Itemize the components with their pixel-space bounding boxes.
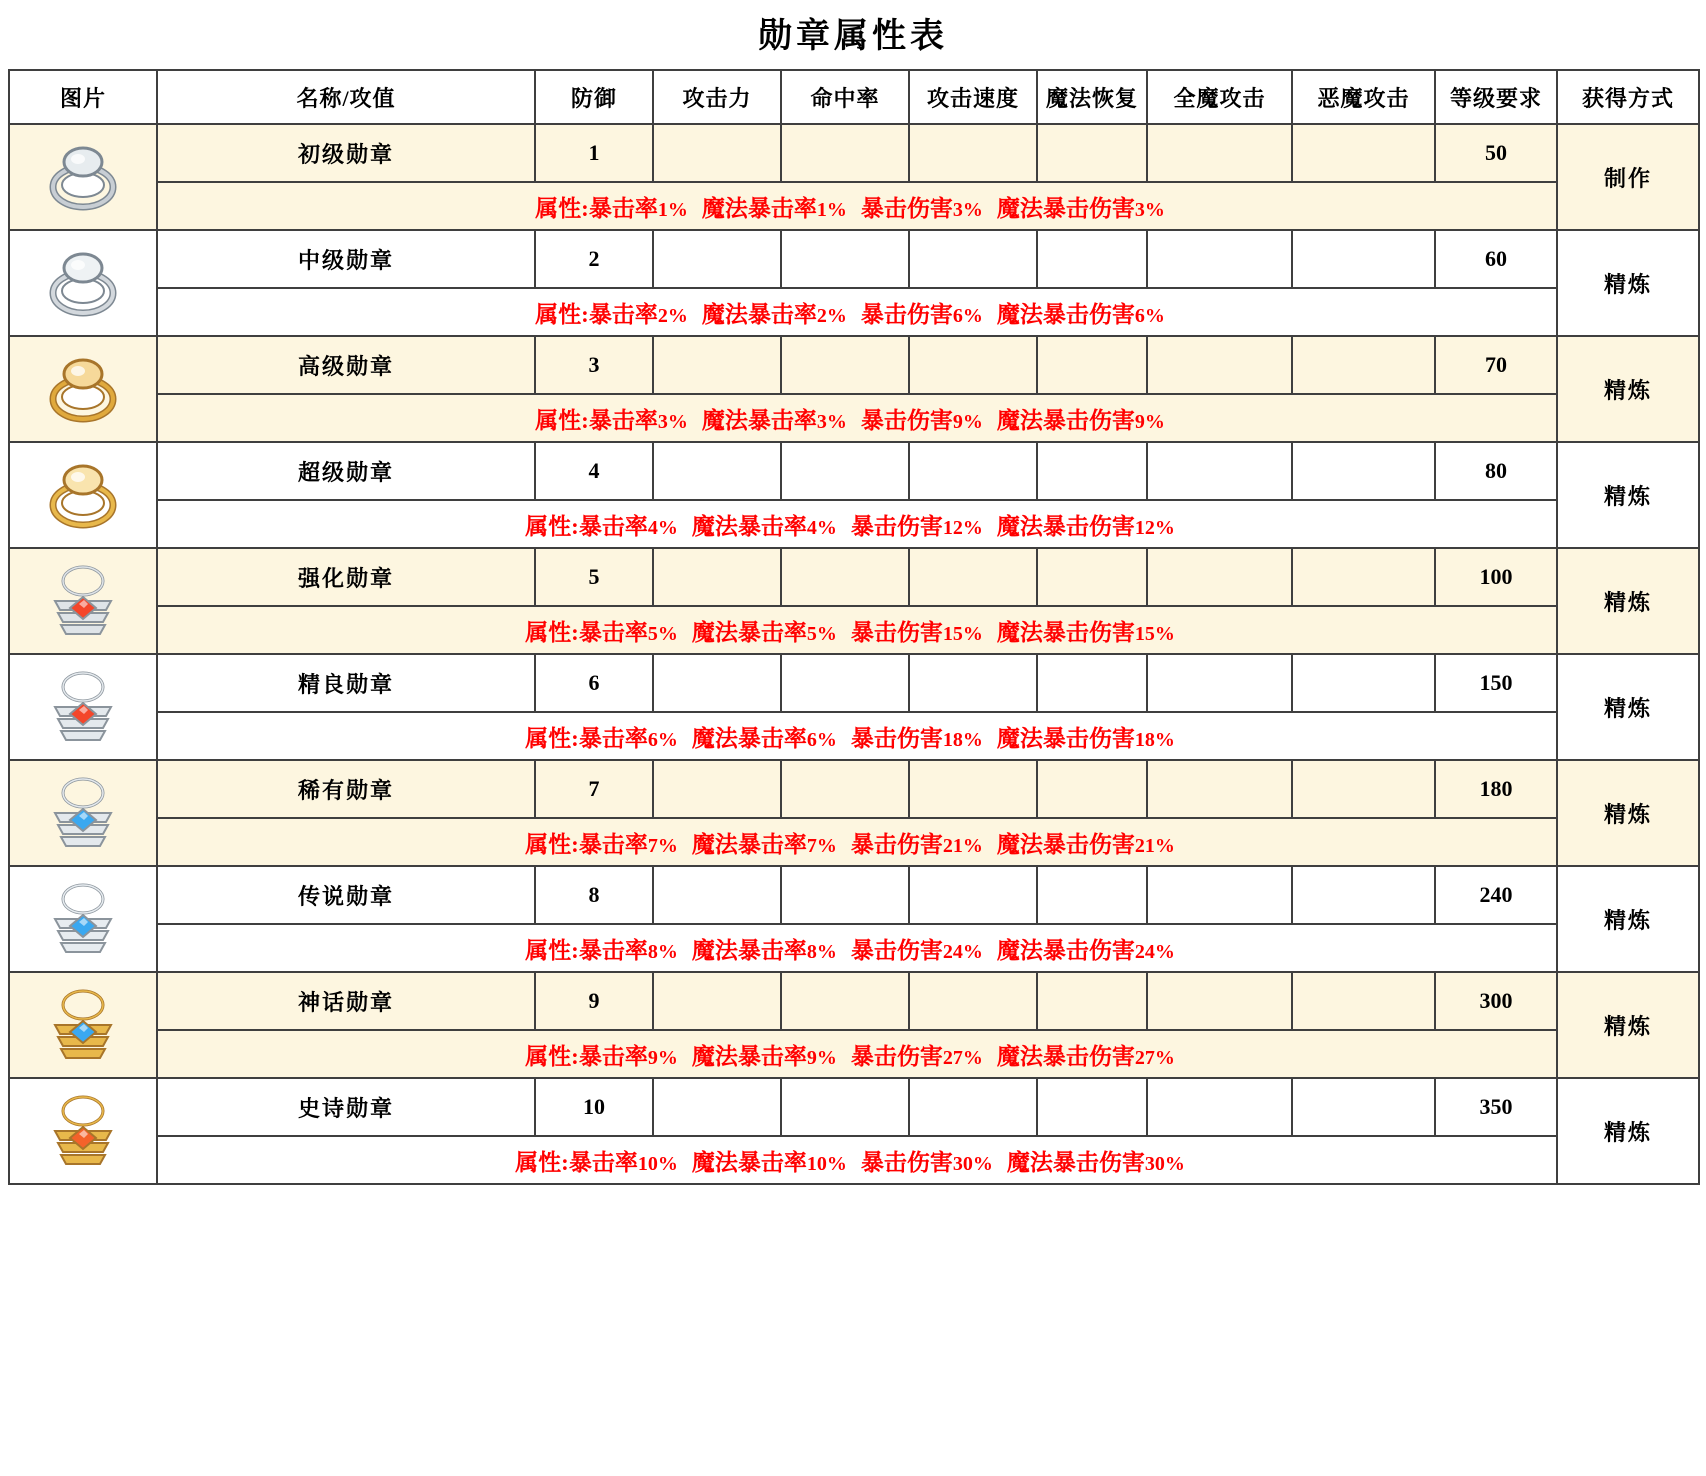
medal-name: 中级勋章 [157, 230, 535, 288]
table-row-attributes [9, 712, 1699, 760]
medal-all-magic-attack [1147, 442, 1292, 500]
medal-attack [653, 654, 781, 712]
table-row [9, 230, 1699, 288]
medal-hit-rate [781, 124, 909, 182]
column-header-image: 图片 [9, 70, 157, 124]
medal-demon-attack [1292, 124, 1435, 182]
medal-name: 超级勋章 [157, 442, 535, 500]
column-header-name: 名称/攻值 [157, 70, 535, 124]
medal-attribute-text: 属性:暴击率1% 魔法暴击率1% 暴击伤害3% 魔法暴击伤害3% [157, 182, 1557, 230]
medal-badge-gold-blue-icon [10, 973, 156, 1077]
medal-level-required: 70 [1435, 336, 1557, 394]
medal-badge-red2-icon [10, 655, 156, 759]
medal-defense: 5 [535, 548, 653, 606]
medal-attack-speed [909, 654, 1037, 712]
medal-defense: 1 [535, 124, 653, 182]
medal-attack [653, 760, 781, 818]
page-title: 勋章属性表 [758, 18, 948, 55]
medal-badge-blue2-icon [10, 867, 156, 971]
table-row-attributes [9, 818, 1699, 866]
medal-attack-speed [909, 124, 1037, 182]
table-row [9, 548, 1699, 606]
table-row [9, 336, 1699, 394]
medal-hit-rate [781, 1078, 909, 1136]
medal-name: 初级勋章 [157, 124, 535, 182]
medal-all-magic-attack [1147, 1078, 1292, 1136]
medal-hit-rate [781, 548, 909, 606]
medal-all-magic-attack [1147, 760, 1292, 818]
medal-image-cell [9, 124, 157, 230]
medal-obtain: 精炼 [1557, 442, 1699, 548]
medal-hit-rate [781, 336, 909, 394]
medal-name: 史诗勋章 [157, 1078, 535, 1136]
column-header-obtain: 获得方式 [1557, 70, 1699, 124]
medal-attribute-text: 属性:暴击率10% 魔法暴击率10% 暴击伤害30% 魔法暴击伤害30% [157, 1136, 1557, 1184]
medal-obtain: 精炼 [1557, 548, 1699, 654]
medal-ring-gold-bright-icon [10, 443, 156, 547]
medal-demon-attack [1292, 866, 1435, 924]
medal-magic-recovery [1037, 866, 1147, 924]
medal-attack-speed [909, 1078, 1037, 1136]
medal-all-magic-attack [1147, 548, 1292, 606]
medal-attribute-text: 属性:暴击率2% 魔法暴击率2% 暴击伤害6% 魔法暴击伤害6% [157, 288, 1557, 336]
medal-level-required: 80 [1435, 442, 1557, 500]
medal-magic-recovery [1037, 972, 1147, 1030]
medal-attack [653, 230, 781, 288]
medal-demon-attack [1292, 548, 1435, 606]
medal-level-required: 100 [1435, 548, 1557, 606]
medal-name: 神话勋章 [157, 972, 535, 1030]
medal-badge-blue-icon [10, 761, 156, 865]
medal-attack-speed [909, 442, 1037, 500]
medal-all-magic-attack [1147, 230, 1292, 288]
table-header-row [9, 70, 1699, 124]
medal-magic-recovery [1037, 1078, 1147, 1136]
medal-attack-speed [909, 548, 1037, 606]
medal-image-cell [9, 972, 157, 1078]
medal-defense: 2 [535, 230, 653, 288]
medal-attribute-text: 属性:暴击率7% 魔法暴击率7% 暴击伤害21% 魔法暴击伤害21% [157, 818, 1557, 866]
table-header [9, 70, 1699, 124]
table-row [9, 654, 1699, 712]
medal-level-required: 50 [1435, 124, 1557, 182]
medal-defense: 7 [535, 760, 653, 818]
medal-attribute-text: 属性:暴击率9% 魔法暴击率9% 暴击伤害27% 魔法暴击伤害27% [157, 1030, 1557, 1078]
medal-attack [653, 866, 781, 924]
column-header-defense: 防御 [535, 70, 653, 124]
medal-image-cell [9, 760, 157, 866]
medal-demon-attack [1292, 654, 1435, 712]
medal-magic-recovery [1037, 760, 1147, 818]
medal-attack [653, 336, 781, 394]
medal-name: 强化勋章 [157, 548, 535, 606]
medal-name: 传说勋章 [157, 866, 535, 924]
table-row [9, 442, 1699, 500]
table-row-attributes [9, 1030, 1699, 1078]
medal-hit-rate [781, 230, 909, 288]
medal-level-required: 240 [1435, 866, 1557, 924]
medal-badge-red-icon [10, 549, 156, 653]
medal-attack-speed [909, 972, 1037, 1030]
medal-obtain: 精炼 [1557, 866, 1699, 972]
medal-attribute-text: 属性:暴击率3% 魔法暴击率3% 暴击伤害9% 魔法暴击伤害9% [157, 394, 1557, 442]
medal-hit-rate [781, 442, 909, 500]
table-body [9, 124, 1699, 1184]
medal-defense: 3 [535, 336, 653, 394]
table-row-attributes [9, 182, 1699, 230]
table-row [9, 760, 1699, 818]
column-header-all-magic-attack: 全魔攻击 [1147, 70, 1292, 124]
medal-image-cell [9, 230, 157, 336]
medal-attribute-text: 属性:暴击率5% 魔法暴击率5% 暴击伤害15% 魔法暴击伤害15% [157, 606, 1557, 654]
medal-obtain: 制作 [1557, 124, 1699, 230]
table-row-attributes [9, 1136, 1699, 1184]
medal-attack [653, 1078, 781, 1136]
column-header-hit-rate: 命中率 [781, 70, 909, 124]
medal-defense: 4 [535, 442, 653, 500]
medal-obtain: 精炼 [1557, 336, 1699, 442]
medal-hit-rate [781, 866, 909, 924]
medal-all-magic-attack [1147, 336, 1292, 394]
medal-hit-rate [781, 760, 909, 818]
medal-attack-speed [909, 336, 1037, 394]
medal-defense: 6 [535, 654, 653, 712]
medal-demon-attack [1292, 442, 1435, 500]
medal-level-required: 300 [1435, 972, 1557, 1030]
medal-image-cell [9, 1078, 157, 1184]
column-header-level-required: 等级要求 [1435, 70, 1557, 124]
medal-image-cell [9, 548, 157, 654]
medal-obtain: 精炼 [1557, 230, 1699, 336]
medal-all-magic-attack [1147, 654, 1292, 712]
medal-hit-rate [781, 654, 909, 712]
medal-name: 精良勋章 [157, 654, 535, 712]
medal-ring-gold-icon [10, 337, 156, 441]
medal-defense: 10 [535, 1078, 653, 1136]
medal-name: 稀有勋章 [157, 760, 535, 818]
medal-level-required: 350 [1435, 1078, 1557, 1136]
medal-attack-speed [909, 230, 1037, 288]
medal-demon-attack [1292, 230, 1435, 288]
medal-demon-attack [1292, 1078, 1435, 1136]
table-row-attributes [9, 394, 1699, 442]
medal-image-cell [9, 654, 157, 760]
medal-obtain: 精炼 [1557, 972, 1699, 1078]
medal-ring-silver-icon [10, 231, 156, 335]
medal-attack-speed [909, 760, 1037, 818]
medal-hit-rate [781, 972, 909, 1030]
medal-magic-recovery [1037, 442, 1147, 500]
medal-magic-recovery [1037, 230, 1147, 288]
medal-attack [653, 972, 781, 1030]
table-row-attributes [9, 606, 1699, 654]
medal-attack-speed [909, 866, 1037, 924]
column-header-magic-recovery: 魔法恢复 [1037, 70, 1147, 124]
table-row [9, 866, 1699, 924]
medal-demon-attack [1292, 760, 1435, 818]
medal-level-required: 150 [1435, 654, 1557, 712]
medal-name: 高级勋章 [157, 336, 535, 394]
medal-image-cell [9, 866, 157, 972]
table-row-attributes [9, 500, 1699, 548]
medal-demon-attack [1292, 972, 1435, 1030]
medal-image-cell [9, 336, 157, 442]
medal-image-cell [9, 442, 157, 548]
medal-magic-recovery [1037, 124, 1147, 182]
medal-attack [653, 124, 781, 182]
medal-attribute-text: 属性:暴击率6% 魔法暴击率6% 暴击伤害18% 魔法暴击伤害18% [157, 712, 1557, 760]
table-row-attributes [9, 924, 1699, 972]
medal-obtain: 精炼 [1557, 654, 1699, 760]
medal-table [8, 69, 1700, 1185]
column-header-attack-speed: 攻击速度 [909, 70, 1037, 124]
medal-obtain: 精炼 [1557, 1078, 1699, 1184]
medal-defense: 8 [535, 866, 653, 924]
table-row [9, 1078, 1699, 1136]
medal-attack [653, 442, 781, 500]
medal-magic-recovery [1037, 336, 1147, 394]
medal-attack [653, 548, 781, 606]
medal-magic-recovery [1037, 654, 1147, 712]
medal-defense: 9 [535, 972, 653, 1030]
column-header-attack: 攻击力 [653, 70, 781, 124]
table-row-attributes [9, 288, 1699, 336]
medal-magic-recovery [1037, 548, 1147, 606]
medal-demon-attack [1292, 336, 1435, 394]
table-row [9, 972, 1699, 1030]
medal-all-magic-attack [1147, 972, 1292, 1030]
column-header-demon-attack: 恶魔攻击 [1292, 70, 1435, 124]
medal-ring-silver-plain-icon [10, 125, 156, 229]
medal-level-required: 180 [1435, 760, 1557, 818]
medal-all-magic-attack [1147, 124, 1292, 182]
table-row [9, 124, 1699, 182]
medal-badge-gold-red-icon [10, 1079, 156, 1183]
medal-level-required: 60 [1435, 230, 1557, 288]
medal-obtain: 精炼 [1557, 760, 1699, 866]
medal-attribute-text: 属性:暴击率4% 魔法暴击率4% 暴击伤害12% 魔法暴击伤害12% [157, 500, 1557, 548]
medal-attribute-text: 属性:暴击率8% 魔法暴击率8% 暴击伤害24% 魔法暴击伤害24% [157, 924, 1557, 972]
medal-all-magic-attack [1147, 866, 1292, 924]
